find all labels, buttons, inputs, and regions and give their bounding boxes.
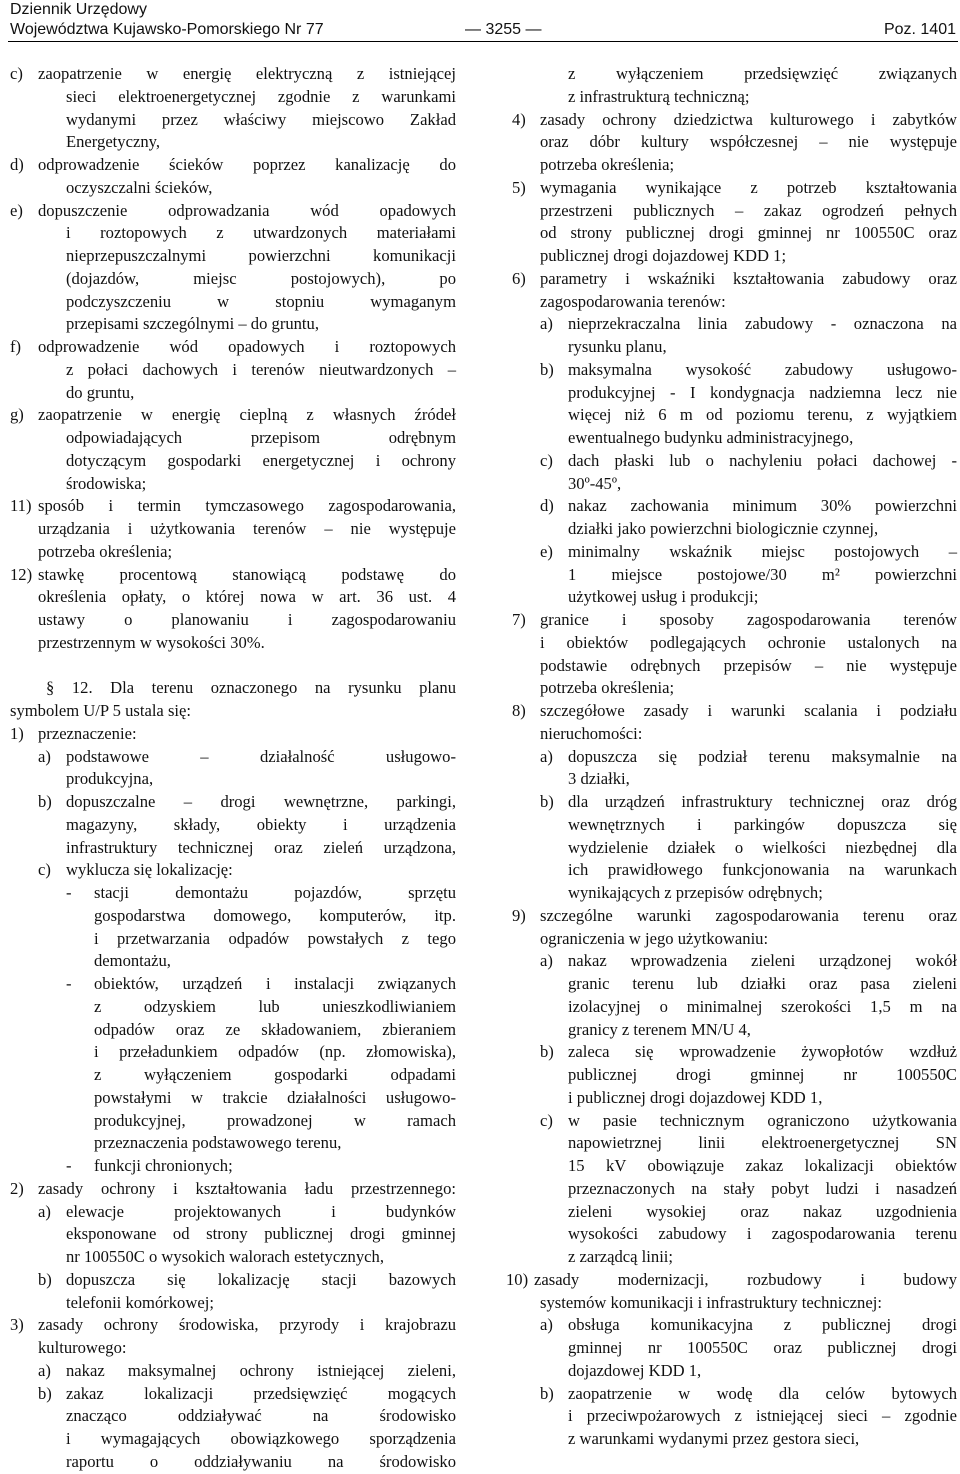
text-line	[10, 928, 456, 951]
text-line	[10, 245, 456, 268]
list-marker: b)	[38, 792, 52, 811]
list-marker: f)	[10, 337, 22, 356]
line-text: wewnętrznych i parkingów dopuszcza się	[568, 814, 957, 834]
header-row	[10, 20, 956, 40]
text-line	[506, 1269, 957, 1292]
line-text: z wyłączeniem gospodarki odpadami	[94, 1065, 456, 1084]
line-text: zasady ochrony i kształtowania ładu przestrzennego:	[38, 1178, 456, 1198]
line-text: użytkowej usług i produkcji;	[568, 587, 759, 607]
line-text: 15 kV obowiązuje zakaz lokalizacji obiektów	[568, 1156, 957, 1175]
text-line	[10, 586, 456, 609]
text-line	[10, 1314, 456, 1337]
line-text: powstałymi w trakcie działalności usługowo-	[94, 1087, 456, 1107]
issue-page-number: — 3255 —	[465, 21, 542, 38]
line-text: obiektów, urządzeń i instalacji związanych	[94, 974, 456, 993]
line-text: dopuszczenie odprowadzania wód opadowych	[38, 200, 456, 220]
text-line	[10, 1269, 456, 1292]
line-text: magazyny, składy, obiekty i urządzenia	[66, 814, 456, 834]
text-line	[506, 336, 957, 359]
line-text: publicznej drogi gminnej nr 100550C	[568, 1065, 957, 1084]
line-text: zasady ochrony dziedzictwa kulturowego i zabytków	[540, 109, 957, 129]
text-line	[506, 700, 957, 723]
text-line	[506, 859, 957, 882]
line-text: raportu o oddziaływaniu na środowisko	[66, 1451, 456, 1471]
text-line	[10, 154, 456, 177]
text-line	[506, 1337, 957, 1360]
line-text: eksponowane od strony publicznej drogi gminnej	[66, 1224, 456, 1244]
line-text: stacji demontażu pojazdów, sprzętu	[94, 883, 456, 902]
line-text: z warunkami wydanymi przez gestora sieci,	[568, 1429, 860, 1448]
line-text: 1 miejsce postojowe/30 m² powierzchni	[568, 564, 957, 584]
list-marker: 2)	[10, 1178, 24, 1198]
text-line	[506, 723, 957, 746]
text-line	[506, 1064, 957, 1087]
text-line	[506, 222, 957, 245]
line-text: produkcyjnej - I kondygnacja nadziemna lecz nie	[568, 382, 957, 402]
line-text: napowietrznej linii elektroenergetycznej SN	[568, 1133, 957, 1153]
text-line	[506, 768, 957, 791]
line-text: izolacyjnej o minimalnej szerokości 1,5 m na	[568, 996, 957, 1016]
text-line	[506, 609, 957, 632]
line-text: z odzyskiem lub unieszkodliwianiem	[94, 996, 456, 1016]
line-text: przepisami szczególnymi – do gruntu,	[66, 314, 319, 334]
list-marker: b)	[38, 1269, 52, 1289]
text-line	[506, 1314, 957, 1337]
text-line	[10, 268, 456, 291]
text-line	[10, 1383, 456, 1406]
list-marker: d)	[540, 496, 554, 516]
line-text: gminnej nr 100550C oraz publicznej drogi	[568, 1338, 957, 1357]
text-line	[506, 154, 957, 177]
text-line	[506, 1041, 957, 1064]
line-text: do gruntu,	[66, 382, 135, 402]
line-text: potrzeba określenia;	[38, 541, 173, 561]
text-line	[10, 518, 456, 541]
line-text: zaopatrzenie w energię cieplną z własnych źródeł	[38, 405, 456, 425]
line-text: systemów komunikacji i infrastruktury technicznej:	[540, 1292, 882, 1312]
list-marker: 9)	[512, 905, 526, 925]
text-line	[506, 1292, 957, 1315]
line-text: przestrzeni publicznych – zakaz ogrodzeń pełnych	[540, 200, 957, 220]
text-line	[10, 609, 456, 632]
text-line	[10, 1132, 456, 1155]
list-marker: -	[66, 1156, 72, 1175]
line-text: wydanymi przez właściwy miejscowo Zakład	[66, 109, 456, 129]
line-text: i roztopowych z utwardzonych materiałami	[66, 223, 456, 243]
line-text: i publicznej drogi dojazdowej KDD 1,	[568, 1087, 823, 1107]
text-line	[506, 541, 957, 564]
text-line	[506, 177, 957, 200]
list-marker: d)	[10, 155, 24, 174]
line-text: funkcji chronionych;	[94, 1156, 233, 1175]
list-marker: 12)	[10, 564, 33, 584]
text-line	[506, 791, 957, 814]
line-text: rysunku planu,	[568, 337, 667, 356]
list-marker: 7)	[512, 610, 526, 629]
line-text: przeznaczenia podstawowego terenu,	[94, 1133, 342, 1153]
text-line	[10, 882, 456, 905]
line-text: nieruchomości:	[540, 723, 643, 743]
line-text: ewentualnego budynku administracyjnego,	[568, 428, 854, 447]
line-text: 30º-45º,	[568, 473, 622, 493]
line-text: oczyszczalni ścieków,	[66, 177, 213, 197]
text-line	[506, 586, 957, 609]
line-text: dopuszcza się podział terenu maksymalnie na	[568, 746, 957, 766]
text-line	[10, 973, 456, 996]
text-line	[10, 1087, 456, 1110]
line-text: demontażu,	[94, 951, 171, 971]
line-text: urządzania i użytkowania terenów – nie występuje	[38, 519, 456, 538]
text-line	[10, 1178, 456, 1201]
text-line	[10, 495, 456, 518]
text-line	[10, 1246, 456, 1269]
text-line	[10, 404, 456, 427]
line-text: maksymalna wysokość zabudowy usługowo-	[568, 359, 957, 379]
line-text: produkcyjna,	[66, 769, 154, 789]
text-line	[506, 86, 957, 109]
line-text: przestrzennym w wysokości 30%.	[38, 632, 265, 652]
text-line	[10, 473, 456, 496]
text-line	[506, 905, 957, 928]
line-text: nieprzepuszczalnymi powierzchni komunikacji	[66, 246, 456, 265]
line-text: nakaz wprowadzenia zieleni urządzonej wokół	[568, 951, 957, 971]
line-text: odprowadzenie ścieków poprzez kanalizację do	[38, 155, 456, 174]
list-marker: b)	[540, 359, 554, 379]
line-text: nieprzekraczalna linia zabudowy - oznaczona na	[568, 314, 957, 334]
line-text: granice i sposoby zagospodarowania terenów	[540, 610, 957, 629]
list-marker: 10)	[506, 1269, 529, 1289]
text-line	[10, 63, 456, 86]
line-text: sposób i termin tymczasowego zagospodarowania,	[38, 496, 456, 516]
text-line	[10, 541, 456, 564]
text-line	[506, 882, 957, 905]
line-text: dotyczącym gospodarki energetycznej i ochrony	[66, 450, 456, 470]
text-line	[506, 109, 957, 132]
text-line	[506, 359, 957, 382]
text-line	[10, 655, 456, 678]
line-text: dojazdowej KDD 1,	[568, 1360, 702, 1380]
text-line	[506, 450, 957, 473]
line-text: ich prawidłowego funkcjonowania na warunkach	[568, 860, 957, 880]
text-line	[506, 1110, 957, 1133]
line-text: oraz dóbr kultury współczesnej – nie występuje	[540, 132, 957, 152]
line-text: minimalny wskaźnik miejsc postojowych –	[568, 541, 957, 561]
text-line	[10, 222, 456, 245]
line-text: parametry i wskaźniki kształtowania zabudowy oraz	[540, 268, 957, 288]
text-line	[506, 291, 957, 314]
line-text: podstawowe – działalność usługowo-	[66, 746, 456, 766]
text-line	[10, 837, 456, 860]
text-line	[10, 359, 456, 382]
line-text: dopuszcza się lokalizację stacji bazowych	[66, 1269, 456, 1289]
list-marker: 8)	[512, 701, 526, 720]
list-marker: 11)	[10, 496, 32, 516]
text-line	[10, 1155, 456, 1178]
list-marker: g)	[10, 405, 24, 425]
line-text: zagospodarowania terenów:	[540, 291, 726, 311]
list-marker: 5)	[512, 177, 526, 197]
list-marker: -	[66, 974, 72, 993]
line-text: ograniczenia w jego użytkowaniu:	[540, 928, 769, 948]
text-line	[506, 1201, 957, 1224]
text-line	[506, 518, 957, 541]
text-line	[506, 746, 957, 769]
line-text: w pasie technicznym ograniczono użytkowania	[568, 1110, 957, 1130]
text-line	[10, 905, 456, 928]
text-line	[506, 677, 957, 700]
line-text: i przeciwpożarowych z istniejącej sieci – zgodnie	[568, 1406, 957, 1426]
text-line	[10, 291, 456, 314]
text-line	[10, 723, 456, 746]
line-text: (dojazdów, miejsc postojowych), po	[66, 268, 456, 288]
text-line	[10, 382, 456, 405]
issuer-line: Województwa Kujawsko-Pomorskiego Nr 77	[10, 21, 324, 38]
line-text: nr 100550C o wysokich walorach estetycznych,	[66, 1247, 384, 1266]
line-text: i obiektów podlegających ochronie ustalonych na	[540, 632, 957, 652]
line-text: działki jako powierzchni biologicznie czynnej,	[568, 519, 879, 538]
line-text: przeznaczonych na stały pobyt ludzi i nasadzeń	[568, 1178, 957, 1198]
line-text: zaopatrzenie w energię elektryczną z istniejącej	[38, 64, 456, 83]
list-marker: 6)	[512, 268, 526, 288]
line-text: zasady modernizacji, rozbudowy i budowy	[534, 1269, 957, 1289]
line-text: obsługa komunikacyjna z publicznej drogi	[568, 1315, 957, 1335]
text-line	[506, 1246, 957, 1269]
list-marker: a)	[540, 1315, 553, 1335]
line-text: dla urządzeń infrastruktury technicznej oraz dróg	[568, 792, 957, 811]
list-marker: c)	[540, 450, 553, 470]
line-text: i przetwarzania odpadów powstałych z tego	[94, 928, 456, 948]
line-text: produkcyjnej, prowadzonej w ramach	[94, 1110, 456, 1130]
line-text: dopuszczalne – drogi wewnętrzne, parkingi,	[66, 792, 456, 811]
list-marker: a)	[540, 314, 553, 334]
line-text: infrastruktury technicznej oraz zieleń urządzona,	[66, 837, 456, 857]
list-marker: e)	[10, 200, 23, 220]
text-line	[506, 837, 957, 860]
list-marker: -	[66, 883, 72, 902]
text-line	[10, 450, 456, 473]
line-text: i wymagających obowiązkowego sporządzenia	[66, 1429, 456, 1448]
text-line	[10, 200, 456, 223]
text-line	[506, 404, 957, 427]
text-line	[10, 768, 456, 791]
list-marker: b)	[540, 1042, 554, 1062]
page-header	[10, 0, 956, 40]
text-line	[506, 495, 957, 518]
text-line	[10, 177, 456, 200]
text-line	[10, 313, 456, 336]
line-text: przeznaczenie:	[38, 723, 137, 743]
line-text: § 12. Dla terenu oznaczonego na rysunku planu	[46, 678, 456, 698]
line-text: odpadów oraz ze składowaniem, zbieraniem	[94, 1019, 456, 1039]
text-line	[10, 1451, 456, 1474]
text-line	[10, 1110, 456, 1133]
text-line	[506, 814, 957, 837]
text-line	[10, 1019, 456, 1042]
list-marker: c)	[540, 1110, 553, 1130]
text-line	[10, 1360, 456, 1383]
list-marker: a)	[38, 1201, 51, 1221]
text-line	[10, 1405, 456, 1428]
line-text: telefonii komórkowej;	[66, 1292, 214, 1312]
text-line	[10, 950, 456, 973]
text-line	[506, 1155, 957, 1178]
line-text: szczegółowe zasady i warunki scalania i podziału	[540, 701, 957, 720]
line-text: szczególne warunki zagospodarowania terenu oraz	[540, 905, 957, 925]
text-line	[506, 928, 957, 951]
text-line	[506, 1383, 957, 1406]
line-text: zakaz lokalizacji przedsięwzięć mogących	[66, 1383, 456, 1403]
line-text: więcej niż 6 m od poziomu terenu, z wyjątkiem	[568, 405, 957, 425]
text-line	[10, 86, 456, 109]
text-line	[10, 1428, 456, 1451]
line-text: Energetyczny,	[66, 132, 160, 152]
line-text: od strony publicznej drogi gminnej nr 100550C oraz	[540, 223, 957, 243]
list-marker: a)	[38, 746, 51, 766]
text-line	[10, 1292, 456, 1315]
line-text: symbolem U/P 5 ustala się:	[10, 701, 191, 720]
text-line	[10, 1223, 456, 1246]
list-marker: b)	[38, 1383, 52, 1403]
line-text: granic terenu lub działki oraz pasa zieleni	[568, 974, 957, 993]
journal-title: Dziennik Urzędowy	[10, 1, 147, 18]
list-marker: a)	[540, 746, 553, 766]
line-text: podstawie odrębnych przepisów – nie występuje	[540, 655, 957, 675]
line-text: z połaci dachowych i terenów nieutwardzonych –	[66, 359, 456, 379]
line-text: 3 działki,	[568, 769, 630, 789]
line-text: potrzeba określenia;	[540, 155, 675, 174]
line-text: ustawy o planowaniu i zagospodarowaniu	[38, 610, 456, 629]
left-column	[10, 63, 456, 1474]
right-column	[506, 63, 957, 1451]
line-text: wynikających z przepisów odrębnych;	[568, 883, 823, 902]
text-line	[10, 336, 456, 359]
text-line	[10, 1337, 456, 1360]
line-text: zasady ochrony środowiska, przyrody i krajobrazu	[38, 1315, 456, 1335]
line-text: elewacje projektowanych i budynków	[66, 1201, 456, 1221]
text-line	[506, 1405, 957, 1428]
text-line	[506, 427, 957, 450]
text-line	[506, 268, 957, 291]
text-line	[506, 632, 957, 655]
line-text: odprowadzenie wód opadowych i roztopowych	[38, 337, 456, 356]
text-line	[10, 632, 456, 655]
text-line	[506, 200, 957, 223]
text-line	[10, 427, 456, 450]
text-line	[506, 996, 957, 1019]
text-line	[506, 313, 957, 336]
list-marker: c)	[10, 64, 23, 83]
line-text: i przeładunkiem odpadów (np. złomowiska),	[94, 1042, 456, 1062]
line-text: odpowiadających przepisom odrębnym	[66, 428, 456, 447]
text-line	[506, 1428, 957, 1451]
text-line	[506, 382, 957, 405]
line-text: z wyłączeniem przedsięwzięć związanych	[568, 64, 957, 83]
list-marker: 4)	[512, 109, 526, 129]
list-marker: a)	[38, 1360, 51, 1380]
line-text: zaopatrzenie w wodę dla celów bytowych	[568, 1383, 957, 1403]
line-text: kulturowego:	[38, 1338, 127, 1357]
line-text: sieci elektroenergetycznej zgodnie z warunkami	[66, 86, 456, 106]
list-marker: c)	[38, 860, 51, 880]
text-line	[506, 655, 957, 678]
line-text: nakaz maksymalnej ochrony istniejącej zieleni,	[66, 1360, 456, 1380]
text-line	[10, 1064, 456, 1087]
line-text: stawkę procentową stanowiącą podstawę do	[38, 564, 456, 584]
list-marker: b)	[540, 1383, 554, 1403]
text-line	[10, 131, 456, 154]
list-marker: e)	[540, 541, 553, 561]
text-line	[10, 109, 456, 132]
text-line	[506, 1087, 957, 1110]
line-text: znacząco oddziaływać na środowisko	[66, 1406, 456, 1426]
text-line	[10, 996, 456, 1019]
header-rule	[8, 41, 958, 42]
line-text: podczyszczeniu w stopniu wymaganym	[66, 291, 456, 311]
text-line	[506, 1223, 957, 1246]
line-text: nakaz zachowania minimum 30% powierzchni	[568, 496, 957, 516]
text-line	[506, 1178, 957, 1201]
text-line	[506, 564, 957, 587]
line-text: potrzeba określenia;	[540, 678, 675, 698]
text-line	[10, 814, 456, 837]
text-line	[506, 973, 957, 996]
line-text: zaleca się wprowadzenie żywopłotów wzdłuż	[568, 1042, 957, 1062]
text-line	[10, 1201, 456, 1224]
list-marker: a)	[540, 951, 553, 971]
text-line	[506, 245, 957, 268]
text-line	[506, 1019, 957, 1042]
line-text: wymagania wynikające z potrzeb kształtowania	[540, 177, 957, 197]
text-line	[506, 950, 957, 973]
line-text: z infrastrukturą techniczną;	[568, 86, 750, 106]
text-line	[10, 1041, 456, 1064]
line-text: środowiska;	[66, 473, 147, 493]
text-line	[506, 63, 957, 86]
line-text: określenia opłaty, o której nowa w art. 36 ust. 4	[38, 587, 456, 607]
text-line	[10, 791, 456, 814]
line-text: granicy z terenem MN/U 4,	[568, 1019, 751, 1039]
list-marker: 1)	[10, 723, 24, 743]
line-text: z zarządcą linii;	[568, 1247, 674, 1266]
text-line	[10, 859, 456, 882]
line-text: dach płaski lub o nachyleniu połaci dachowej -	[568, 450, 957, 470]
text-line	[10, 677, 456, 700]
list-marker: 3)	[10, 1315, 24, 1335]
text-line	[10, 700, 456, 723]
position-number: Poz. 1401	[883, 21, 956, 38]
text-line	[506, 1360, 957, 1383]
text-line	[506, 1132, 957, 1155]
line-text: gospodarstwa domowego, komputerów, itp.	[94, 905, 456, 925]
list-marker: b)	[540, 792, 554, 811]
text-line	[506, 131, 957, 154]
text-line	[10, 746, 456, 769]
line-text: wydzielenie działek o wielkości niezbędnej dla	[568, 837, 957, 857]
line-text: zieleni wysokiej oraz nakaz uzgodnienia	[568, 1201, 957, 1221]
line-text: wysokości zabudowy i zagospodarowania terenu	[568, 1224, 957, 1244]
text-line	[506, 473, 957, 496]
line-text: publicznej drogi dojazdowej KDD 1;	[540, 246, 787, 265]
text-line	[10, 564, 456, 587]
line-text: wyklucza się lokalizację:	[66, 860, 233, 880]
